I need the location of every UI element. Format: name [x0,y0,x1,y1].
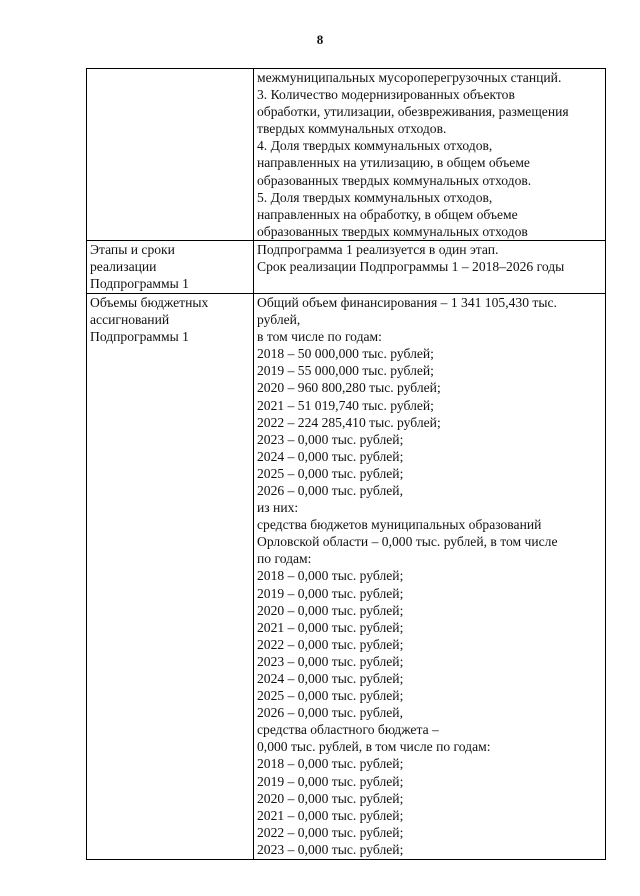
row-content-line: 2021 – 0,000 тыс. рублей; [257,807,404,823]
row-content-line: 2020 – 960 800,280 тыс. рублей; [257,380,441,396]
row-content-line: 2026 – 0,000 тыс. рублей, [257,482,403,498]
row-content-line: 2022 – 0,000 тыс. рублей; [257,636,404,652]
row-label-line: реализации [90,259,157,275]
row-content-line: 2024 – 0,000 тыс. рублей; [257,448,404,464]
row-content-line: рублей, [257,312,301,328]
table-row [87,293,606,859]
row-content-line: 2026 – 0,000 тыс. рублей, [257,705,403,721]
row-content-line: 2020 – 0,000 тыс. рублей; [257,790,404,806]
row-content-line: 2021 – 0,000 тыс. рублей; [257,619,404,635]
row-content-line: Подпрограмма 1 реализуется в один этап. [257,241,499,257]
row-label-line: Подпрограммы 1 [90,276,189,292]
row-content-line: межмуниципальных мусороперегрузочных станций. [257,70,562,85]
row-content-line: направленных на утилизацию, в общем объеме [257,155,530,171]
row-content-line: 2025 – 0,000 тыс. рублей; [257,688,404,704]
row-content-line: из них: [257,500,299,516]
row-content-line: твердых коммунальных отходов. [257,121,447,137]
row-content-line: по годам: [257,551,312,567]
row-content-line: Орловской области – 0,000 тыс. рублей, в том числе [257,534,558,550]
row-content-line: 0,000 тыс. рублей, в том числе по годам: [257,739,491,755]
table-body [87,69,606,860]
row-label-line: Этапы и сроки [90,241,175,257]
table-row [87,69,606,241]
row-content-line: 2019 – 0,000 тыс. рублей; [257,585,404,601]
row-content-line: в том числе по годам: [257,329,382,345]
table-row [87,240,606,293]
row-content-line: 5. Доля твердых коммунальных отходов, [257,189,493,205]
row-label-line: Подпрограммы 1 [90,329,189,345]
row-content-line: 2018 – 50 000,000 тыс. рублей; [257,346,434,362]
row-label-cell [87,293,254,859]
row-content-cell [254,240,606,293]
row-label-line: Объемы бюджетных [90,294,209,310]
row-content-line: 2019 – 0,000 тыс. рублей; [257,773,404,789]
row-content-cell [254,293,606,859]
row-content-line: 2022 – 224 285,410 тыс. рублей; [257,414,441,430]
row-content-line: Срок реализации Подпрограммы 1 – 2018–2026 годы [257,259,565,275]
row-content-line: 2025 – 0,000 тыс. рублей; [257,465,404,481]
row-content-line: Общий объем финансирования – 1 341 105,430 тыс. [257,294,557,310]
row-content-line: 2024 – 0,000 тыс. рублей; [257,671,404,686]
page-number: 8 [316,32,324,47]
row-content-line: 2023 – 0,000 тыс. рублей; [257,653,404,669]
row-label-line: ассигнований [90,312,170,328]
row-content-line: 2023 – 0,000 тыс. рублей; [257,841,404,857]
row-content-line: средства бюджетов муниципальных образований [257,517,542,533]
row-content-line: направленных на обработку, в общем объеме [257,206,518,222]
row-label-cell [87,240,254,293]
row-content-line: 4. Доля твердых коммунальных отходов, [257,138,493,154]
row-content-line: 2018 – 0,000 тыс. рублей; [257,568,404,584]
row-content-line: образованных твердых коммунальных отходов. [257,172,532,188]
row-content-line: 2022 – 0,000 тыс. рублей; [257,824,404,840]
row-content-line: 2021 – 51 019,740 тыс. рублей; [257,397,434,413]
row-content-line: образованных твердых коммунальных отходов [257,223,528,239]
row-content-line: 2023 – 0,000 тыс. рублей; [257,431,404,447]
row-label-cell [87,69,254,241]
row-content-line: обработки, утилизации, обезвреживания, размещения [257,104,569,120]
row-content-line: 2019 – 55 000,000 тыс. рублей; [257,363,434,379]
row-content-line: средства областного бюджета – [257,722,439,738]
row-content-line: 2020 – 0,000 тыс. рублей; [257,602,404,618]
passport-table [86,68,606,860]
row-content-line: 2018 – 0,000 тыс. рублей; [257,756,404,772]
row-content-cell [254,69,606,241]
row-content-line: 3. Количество модернизированных объектов [257,87,515,103]
